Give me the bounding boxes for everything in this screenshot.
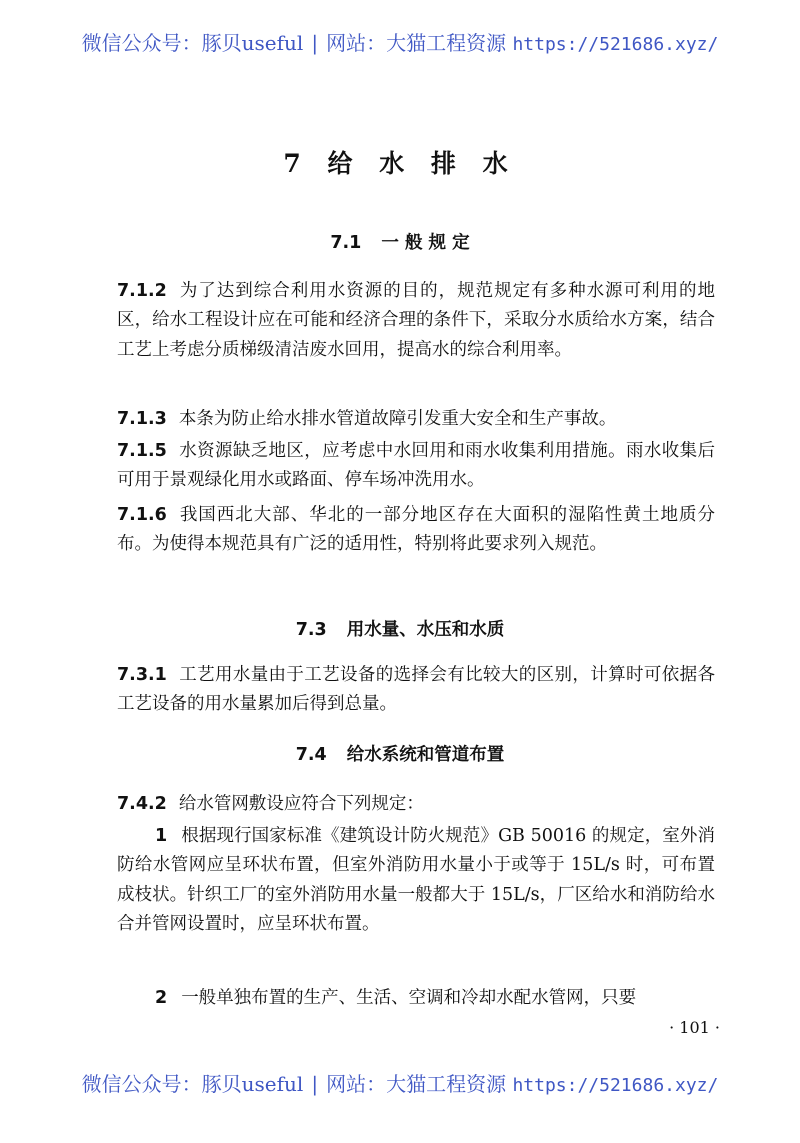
clause-number: 7.4.2 [117, 794, 167, 814]
item-text: 根据现行国家标准《建筑设计防火规范》GB 50016 的规定，室外消防给水管网应呈环状布置，但室外消防用水量小于或等于 15L/s 时，可布置成枝状。针织工厂的室外消防用水量一般都大于 15L/s，厂区给水和消防给水合并管网设置时，应呈环状布置。 [117, 826, 715, 935]
clause-text: 工艺用水量由于工艺设备的选择会有比较大的区别，计算时可依据各工艺设备的用水量累加后得到总量。 [117, 665, 715, 715]
watermark-site: 网站：大猫工程资源 [326, 31, 507, 55]
clause-text: 为了达到综合利用水资源的目的，规范规定有多种水源可利用的地区，给水工程设计应在可能和经济合理的条件下，采取分水质给水方案，结合工艺上考虑分质梯级清洁废水回用，提高水的综合利用率。 [117, 281, 715, 360]
item-number: 2 [155, 988, 168, 1008]
clause-7-4-2 [117, 790, 715, 819]
section-heading-7-1 [0, 230, 800, 256]
clause-number: 7.1.6 [117, 505, 167, 525]
section-title: 给水系统和管道布置 [346, 745, 505, 765]
item-number: 1 [155, 826, 168, 846]
section-number: 7.4 [295, 745, 327, 765]
clause-text: 给水管网敷设应符合下列规定： [178, 794, 424, 814]
watermark-label: 微信公众号：豚贝useful [81, 1072, 304, 1096]
clause-7-1-5 [117, 437, 715, 496]
watermark-top [0, 30, 800, 58]
clause-number: 7.3.1 [117, 665, 167, 685]
list-item-1 [117, 822, 715, 940]
section-heading-7-4 [0, 742, 800, 768]
watermark-site: 网站：大猫工程资源 [326, 1072, 507, 1096]
clause-7-3-1 [117, 661, 715, 720]
clause-number: 7.1.2 [117, 281, 167, 301]
section-title: 一 般 规 定 [381, 233, 470, 253]
watermark-label: 微信公众号：豚贝useful [81, 31, 304, 55]
clause-text: 我国西北大部、华北的一部分地区存在大面积的湿陷性黄土地质分布。为使得本规范具有广泛的适用性，特别将此要求列入规范。 [117, 505, 715, 555]
clause-number: 7.1.3 [117, 409, 167, 429]
clause-number: 7.1.5 [117, 441, 167, 461]
watermark-separator: | [311, 31, 319, 55]
section-number: 7.1 [330, 233, 362, 253]
chapter-title: 7 给 水 排 水 [283, 149, 517, 178]
clause-text: 本条为防止给水排水管道故障引发重大安全和生产事故。 [178, 409, 617, 429]
clause-7-1-3 [117, 405, 715, 434]
section-title: 用水量、水压和水质 [346, 620, 505, 640]
watermark-url: https://521686.xyz/ [512, 34, 719, 55]
clause-7-1-2 [117, 277, 715, 365]
clause-text: 水资源缺乏地区，应考虑中水回用和雨水收集利用措施。雨水收集后可用于景观绿化用水或路面、停车场冲洗用水。 [117, 441, 715, 491]
watermark-separator: | [311, 1072, 319, 1096]
clause-7-1-6 [117, 501, 715, 560]
list-item-2 [117, 984, 715, 1013]
watermark-url: https://521686.xyz/ [512, 1075, 719, 1096]
page-number: · 101 · [669, 1018, 720, 1037]
section-number: 7.3 [295, 620, 327, 640]
item-text: 一般单独布置的生产、生活、空调和冷却水配水管网，只要 [181, 988, 637, 1008]
watermark-bottom [0, 1071, 800, 1099]
section-heading-7-3 [0, 617, 800, 643]
